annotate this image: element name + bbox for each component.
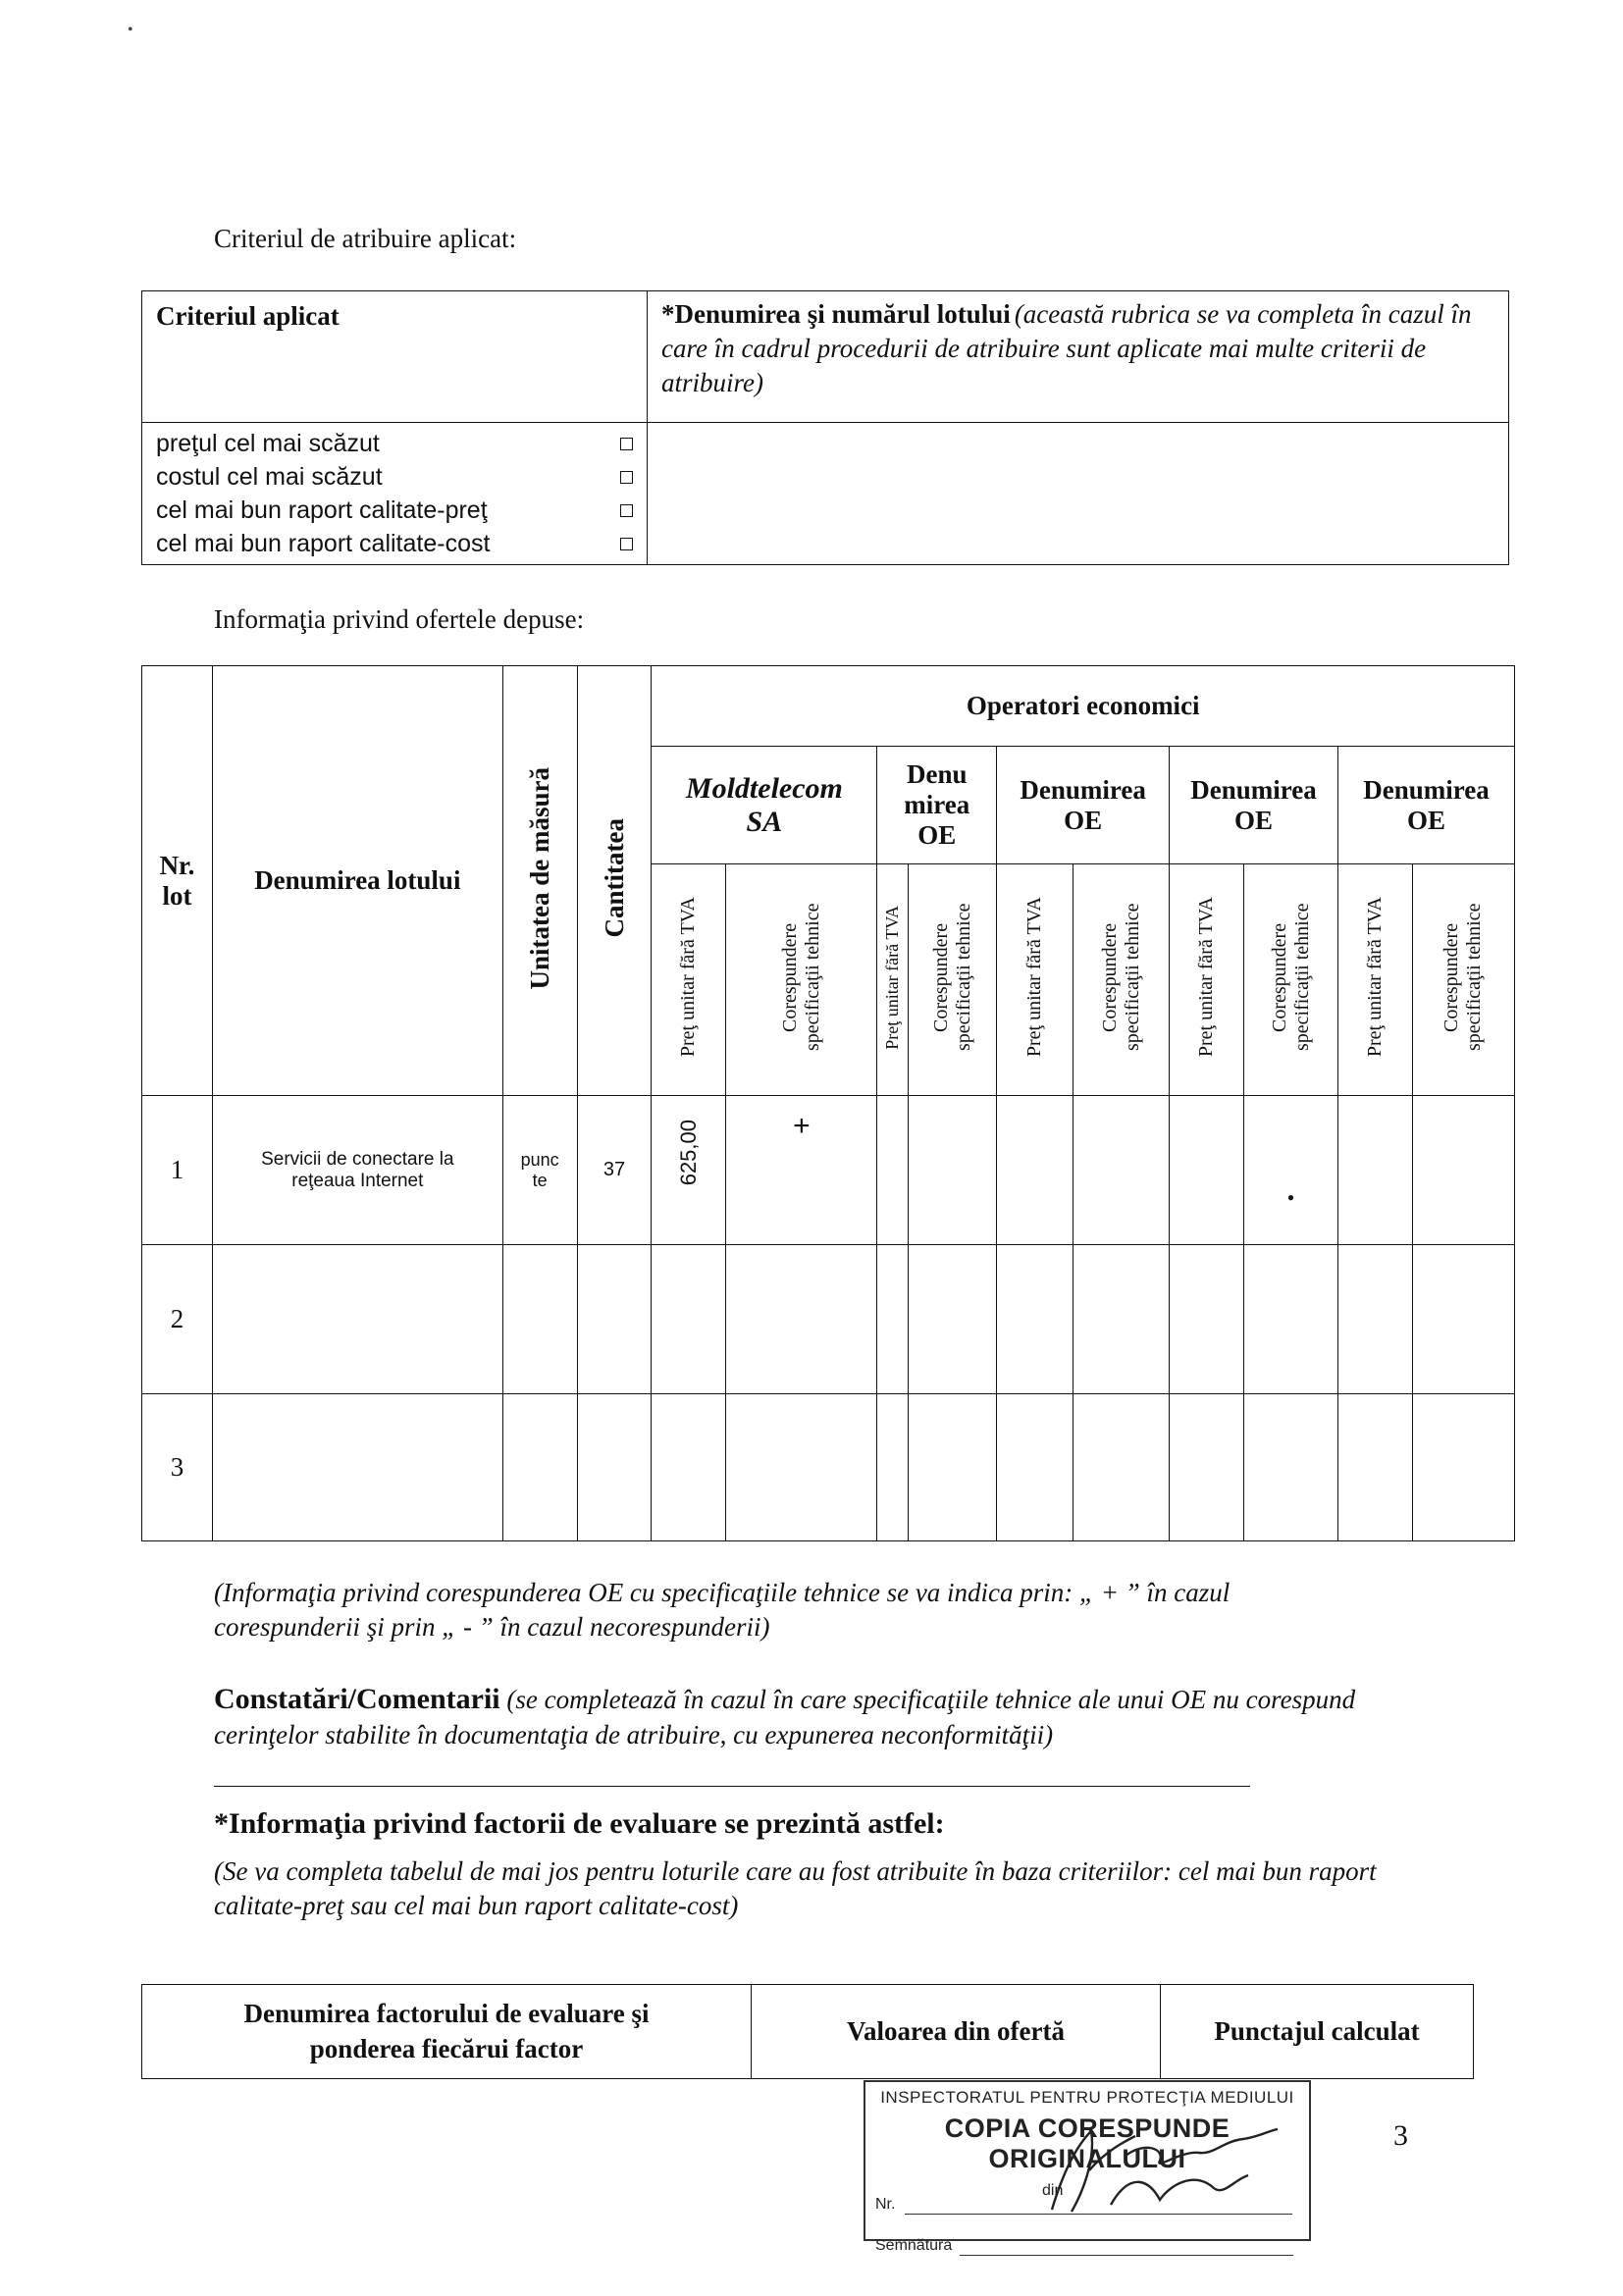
operator-name: Denumirea OE [1020, 774, 1146, 835]
comments-line[interactable] [214, 1786, 1250, 1787]
criteria-option-label: cel mai bun raport calitate-preţ [156, 496, 488, 524]
offer-value-header: Valoarea din ofertă [847, 2015, 1065, 2046]
col-header-qty [577, 666, 652, 1096]
checkbox-icon[interactable] [620, 438, 633, 450]
col-header-nr [142, 666, 213, 1096]
cell-name[interactable] [212, 1245, 502, 1394]
table-row [142, 1096, 1515, 1245]
cell-price[interactable] [877, 1394, 909, 1541]
cell-price[interactable] [1338, 1394, 1413, 1541]
price-label: Preţ unitar fără TVA [1363, 897, 1386, 1058]
factors-col-score [1161, 1985, 1474, 2079]
sub-header-price [1170, 864, 1244, 1096]
offers-table [141, 665, 1515, 1541]
spec-label: Corespundere specificaţii tehnice [778, 903, 823, 1052]
cell-spec[interactable] [1073, 1245, 1170, 1394]
cell-price[interactable] [1338, 1245, 1413, 1394]
stamp-nr-label: Nr. [875, 2196, 896, 2213]
cell-qty[interactable] [577, 1245, 652, 1394]
section-title-offers: Informaţia privind ofertele depuse: [214, 604, 585, 634]
sub-header-spec [1073, 864, 1170, 1096]
lot-name-value: Servicii de conectare la reţeaua Internet [261, 1148, 454, 1191]
criteria-header-left [142, 291, 648, 423]
spec-value: + [793, 1110, 811, 1142]
cell-price[interactable] [652, 1394, 726, 1541]
factor-name-header: Denumirea factorului de evaluare şi ponderea fiecărui factor [243, 1999, 650, 2063]
cell-spec[interactable] [1244, 1394, 1338, 1541]
operator-name: Denumirea OE [1363, 774, 1490, 835]
factors-note: (Se va completa tabelul de mai jos pentru loturile care au fost atribuite în baza criteriilor: cel mai bun raport calitate-preţ sau cel mai bun raport calitate-cost) [214, 1856, 1377, 1921]
cell-name[interactable] [212, 1394, 502, 1541]
criteria-option-label: preţul cel mai scăzut [156, 429, 380, 457]
cell-price[interactable] [1170, 1394, 1244, 1541]
cell-price[interactable] [1170, 1245, 1244, 1394]
cell-price [652, 1096, 726, 1245]
cell-name [212, 1096, 502, 1245]
price-label: Preţ unitar fără TVA [1023, 897, 1046, 1058]
cell-spec [909, 1096, 997, 1245]
cell-qty[interactable] [577, 1394, 652, 1541]
sub-header-price [877, 864, 909, 1096]
comments-title: Constatări/Comentarii [214, 1683, 500, 1715]
criteria-option-label: cel mai bun raport calitate-cost [156, 529, 491, 557]
sub-header-price [1338, 864, 1413, 1096]
cell-spec [726, 1096, 877, 1245]
qty-label: Cantitatea [599, 818, 629, 938]
factors-table [141, 1984, 1474, 2079]
cell-spec[interactable] [726, 1245, 877, 1394]
cell-nr [142, 1394, 213, 1541]
checkbox-icon[interactable] [620, 504, 633, 517]
lot-name-header-note: (această rubrica se va completa în cazul în care în cadrul procedurii de atribuire sunt aplicate mai multe criterii de atribuire) [661, 299, 1472, 398]
operator-header [1170, 747, 1338, 864]
sub-header-spec [726, 864, 877, 1096]
operator-name: Denu mirea OE [904, 759, 970, 850]
sub-header-spec [1244, 864, 1338, 1096]
operator-name: Moldtelecom SA [685, 771, 843, 838]
spec-label: Corespundere specificaţii tehnice [1440, 903, 1486, 1052]
operator-header [652, 747, 877, 864]
cell-spec[interactable] [909, 1245, 997, 1394]
nr-lot-label: Nr. lot [159, 850, 195, 911]
table-row [142, 1245, 1515, 1394]
sub-header-spec [909, 864, 997, 1096]
col-header-name [212, 666, 502, 1096]
nr-value: 1 [170, 1154, 184, 1184]
spec-indicator-note: (Informaţia privind corespunderea OE cu specificaţiile tehnice se va indica prin: „ + ” în cazul corespunderii şi prin „ - ” în cazul necorespunderii) [214, 1578, 1230, 1643]
cell-spec [1412, 1096, 1514, 1245]
operators-label: Operatori economici [966, 691, 1200, 720]
stamp-institution: INSPECTORATUL PENTRU PROTECŢIA MEDIULUI [880, 2088, 1294, 2107]
factors-title: *Informaţia privind factorii de evaluare se prezintă astfel: [214, 1807, 945, 1840]
price-label: Preţ unitar fără TVA [1195, 897, 1218, 1058]
cell-price[interactable] [877, 1245, 909, 1394]
spec-value: • [1286, 1185, 1295, 1210]
criteria-header-right [648, 291, 1509, 423]
criteria-lot-cell[interactable] [648, 423, 1509, 565]
cell-spec[interactable] [726, 1394, 877, 1541]
unit-label: Unitatea de măsură [524, 766, 554, 990]
criteria-option[interactable] [142, 427, 647, 460]
sub-header-price [997, 864, 1073, 1096]
cell-unit [502, 1096, 577, 1245]
factors-col-name [142, 1985, 752, 2079]
operator-header [997, 747, 1170, 864]
price-value: 625,00 [675, 1120, 701, 1186]
page-number: 3 [1393, 2119, 1408, 2152]
handwritten-signature [1013, 2102, 1307, 2219]
cell-qty [577, 1096, 652, 1245]
operator-header [877, 747, 997, 864]
lot-name-header: *Denumirea şi numărul lotului [661, 299, 1011, 329]
comments-note: (se completează în cazul în care specificaţiile tehnice ale unui OE nu corespund cerinţelor stabilite în documentaţia de atribuire, cu expunerea neconformităţii) [214, 1685, 1356, 1749]
criteria-option-label: costul cel mai scăzut [156, 462, 383, 491]
spec-label: Corespundere specificaţii tehnice [1098, 903, 1143, 1052]
cell-price [877, 1096, 909, 1245]
criteria-option[interactable] [142, 494, 647, 527]
qty-value: 37 [602, 1159, 626, 1180]
stamp-signature-line [865, 2221, 1309, 2261]
factors-col-value [752, 1985, 1161, 2079]
cell-price [1338, 1096, 1413, 1245]
cell-price [997, 1096, 1073, 1245]
cell-spec [1073, 1096, 1170, 1245]
cell-spec[interactable] [909, 1394, 997, 1541]
cell-unit[interactable] [502, 1394, 577, 1541]
table-row [142, 1394, 1515, 1541]
cell-spec[interactable] [1412, 1245, 1514, 1394]
sub-header-price [652, 864, 726, 1096]
stamp-copy-text: COPIA CORESPUNDE ORIGINALULUI [944, 2113, 1230, 2173]
score-header: Punctajul calculat [1214, 2015, 1420, 2046]
checkbox-icon[interactable] [620, 471, 633, 484]
cell-price[interactable] [997, 1245, 1073, 1394]
operator-name: Denumirea OE [1190, 774, 1317, 835]
cell-price[interactable] [652, 1245, 726, 1394]
operator-header [1338, 747, 1515, 864]
cell-unit[interactable] [502, 1245, 577, 1394]
spec-label: Corespundere specificaţii tehnice [929, 903, 974, 1052]
cell-price [1170, 1096, 1244, 1245]
cell-nr [142, 1096, 213, 1245]
criteria-table [141, 290, 1509, 565]
cell-spec[interactable] [1412, 1394, 1514, 1541]
comments-block [214, 1680, 1421, 1752]
section-title-criteria: Criteriul de atribuire aplicat: [214, 224, 517, 253]
cell-spec [1244, 1096, 1338, 1245]
criteria-header-label: Criteriul aplicat [156, 301, 340, 331]
unit-value: punc te [520, 1149, 559, 1190]
stamp-sign-label: Semnătura [875, 2237, 953, 2254]
criteria-option[interactable] [142, 460, 647, 494]
certification-stamp [864, 2080, 1311, 2254]
cell-spec[interactable] [1073, 1394, 1170, 1541]
scan-mark: • [128, 22, 133, 38]
col-header-unit [502, 666, 577, 1096]
price-label: Preţ unitar fără TVA [882, 905, 903, 1050]
cell-price[interactable] [997, 1394, 1073, 1541]
checkbox-icon[interactable] [620, 538, 633, 550]
nr-value: 3 [170, 1451, 184, 1482]
stamp-din-label: din [1042, 2182, 1064, 2199]
sub-header-spec [1412, 864, 1514, 1096]
criteria-options-cell [142, 423, 648, 565]
price-label: Preţ unitar fără TVA [677, 897, 700, 1058]
spec-label: Corespundere specificaţii tehnice [1268, 903, 1313, 1052]
cell-spec[interactable] [1244, 1245, 1338, 1394]
criteria-option[interactable] [142, 527, 647, 560]
cell-nr [142, 1245, 213, 1394]
nr-value: 2 [170, 1303, 184, 1333]
lot-name-label: Denumirea lotului [254, 865, 461, 895]
operators-group-header [652, 666, 1515, 747]
